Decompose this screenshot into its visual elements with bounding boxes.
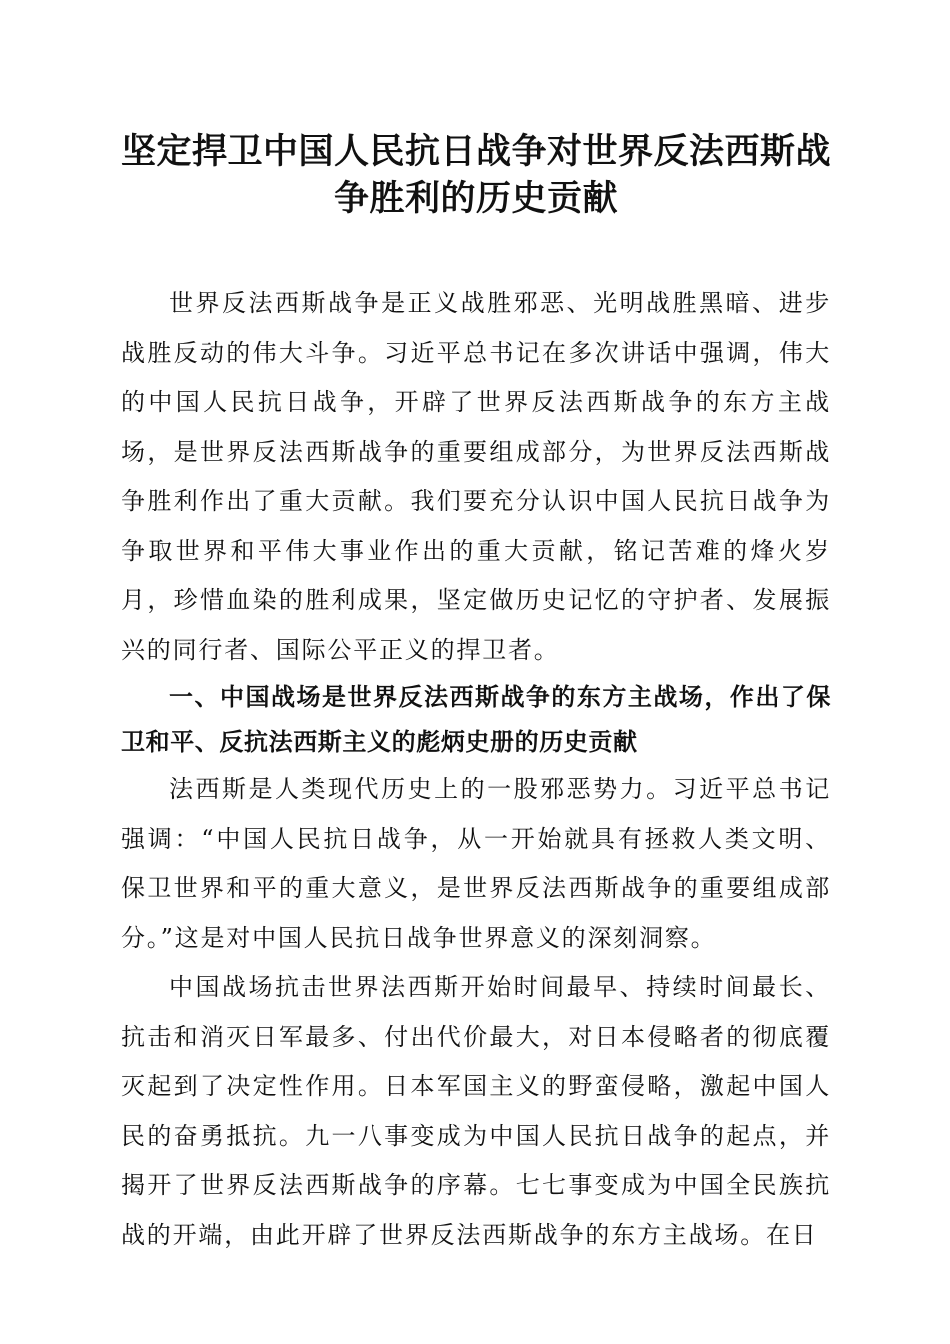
document-title: 坚定捍卫中国人民抗日战争对世界反法西斯战争胜利的历史贡献 <box>121 131 832 219</box>
section-heading-1: 一、中国战场是世界反法西斯战争的东方主战场，作出了保卫和平、反抗法西斯主义的彪炳史册的历史贡献 <box>121 683 831 756</box>
document-page <box>121 128 831 1260</box>
intro-paragraph: 世界反法西斯战争是正义战胜邪恶、光明战胜黑暗、进步战胜反动的伟大斗争。习近平总书记在多次讲话中强调，伟大的中国人民抗日战争，开辟了世界反法西斯战争的东方主战场，是世界反法西斯战争的重要组成部分，为世界反法西斯战争胜利作出了重大贡献。我们要充分认识中国人民抗日战争为争取世界和平伟大事业作出的重大贡献，铭记苦难的烽火岁月，珍惜血染的胜利成果，坚定做历史记忆的守护者、发展振兴的同行者、国际公平正义的捍卫者。 <box>121 289 831 664</box>
body-paragraph-3: 中国战场抗击世界法西斯开始时间最早、持续时间最长、抗击和消灭日军最多、付出代价最大，对日本侵略者的彻底覆灭起到了决定性作用。日本军国主义的野蛮侵略，激起中国人民的奋勇抵抗。九一八事变成为中国人民抗日战争的起点，并揭开了世界反法西斯战争的序幕。七七事变成为中国全民族抗战的开端，由此开辟了世界反法西斯战争的东方主战场。在日 <box>121 973 831 1249</box>
body-paragraph-2: 法西斯是人类现代历史上的一股邪恶势力。习近平总书记强调：“中国人民抗日战争，从一开始就具有拯救人类文明、保卫世界和平的重大意义，是世界反法西斯战争的重要组成部分。”这是对中国人民抗日战争世界意义的深刻洞察。 <box>121 775 831 952</box>
document-body <box>121 279 831 1260</box>
